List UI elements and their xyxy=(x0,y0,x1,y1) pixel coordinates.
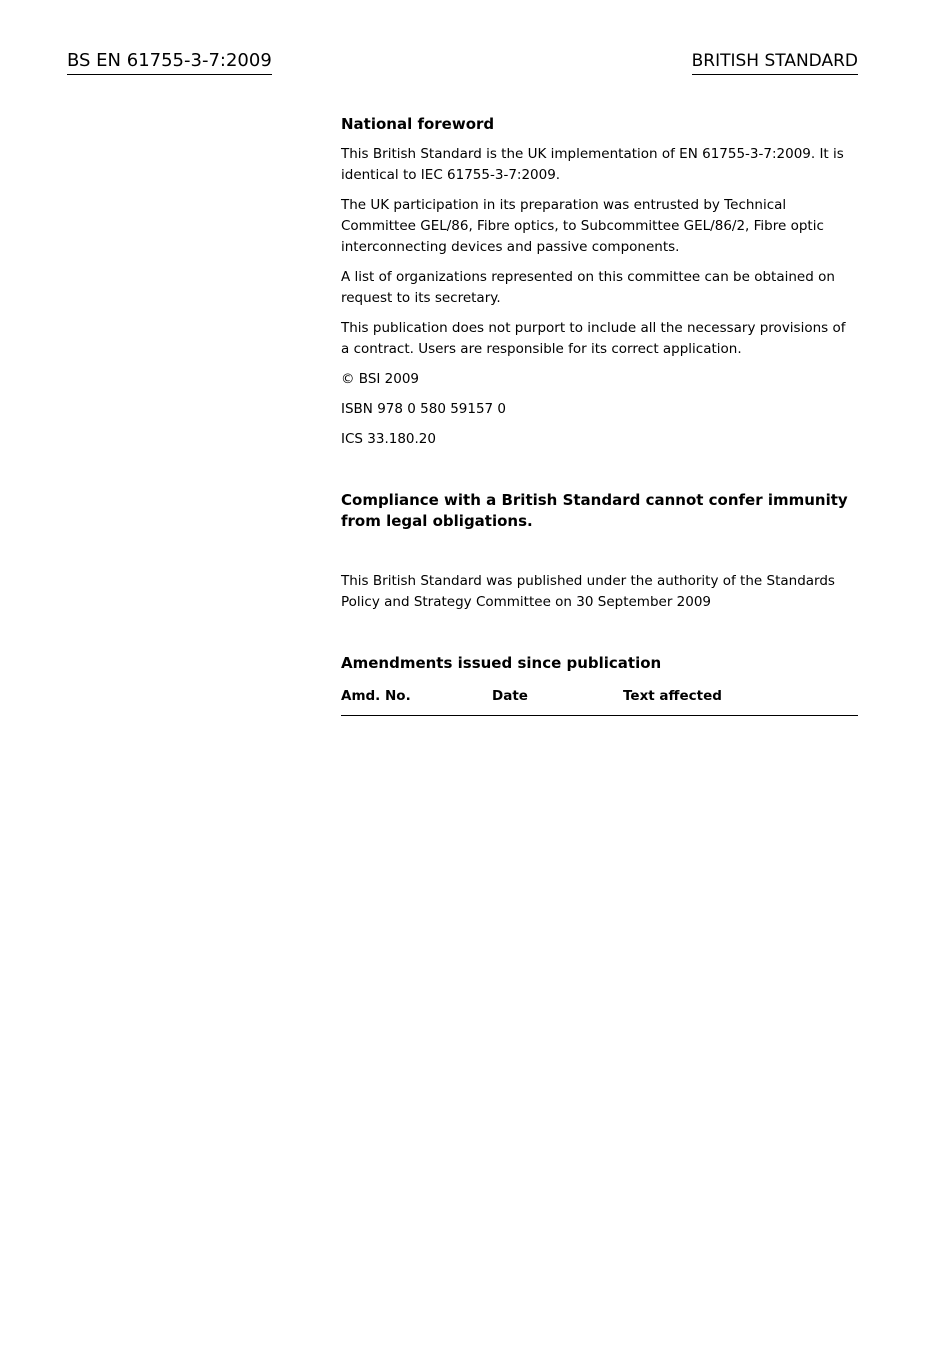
publication-statement: This British Standard was published under the authority of the Standards Policy and Strategy Committee on 30 September 2009 xyxy=(341,573,835,610)
main-content xyxy=(341,114,858,716)
foreword-paragraph-provisions: This publication does not purport to include all the necessary provisions of a contract. Users are responsible for its correct application. xyxy=(341,320,846,357)
copyright-line: © BSI 2009 xyxy=(341,371,420,387)
foreword-paragraph-participation: The UK participation in its preparation was entrusted by Technical Committee GEL/86, Fibre optics, to Subcommittee GEL/86/2, Fibre optic interconnecting devices and passive components. xyxy=(341,197,824,255)
column-header-text-affected: Text affected xyxy=(623,688,722,704)
foreword-paragraph-organizations: A list of organizations represented on this committee can be obtained on request to its secretary. xyxy=(341,269,835,306)
amendments-table-header xyxy=(341,687,858,716)
ics-line: ICS 33.180.20 xyxy=(341,431,436,447)
document-type: BRITISH STANDARD xyxy=(692,50,858,75)
amendments-title: Amendments issued since publication xyxy=(341,654,662,672)
isbn-line: ISBN 978 0 580 59157 0 xyxy=(341,401,507,417)
column-header-amd-no: Amd. No. xyxy=(341,688,411,704)
compliance-statement: Compliance with a British Standard cannot confer immunity from legal obligations. xyxy=(341,491,848,530)
national-foreword-title: National foreword xyxy=(341,115,495,133)
column-header-date: Date xyxy=(492,688,528,704)
foreword-paragraph-implementation: This British Standard is the UK implementation of EN 61755-3-7:2009. It is identical to IEC 61755-3-7:2009. xyxy=(341,146,844,183)
document-number: BS EN 61755-3-7:2009 xyxy=(67,50,272,75)
